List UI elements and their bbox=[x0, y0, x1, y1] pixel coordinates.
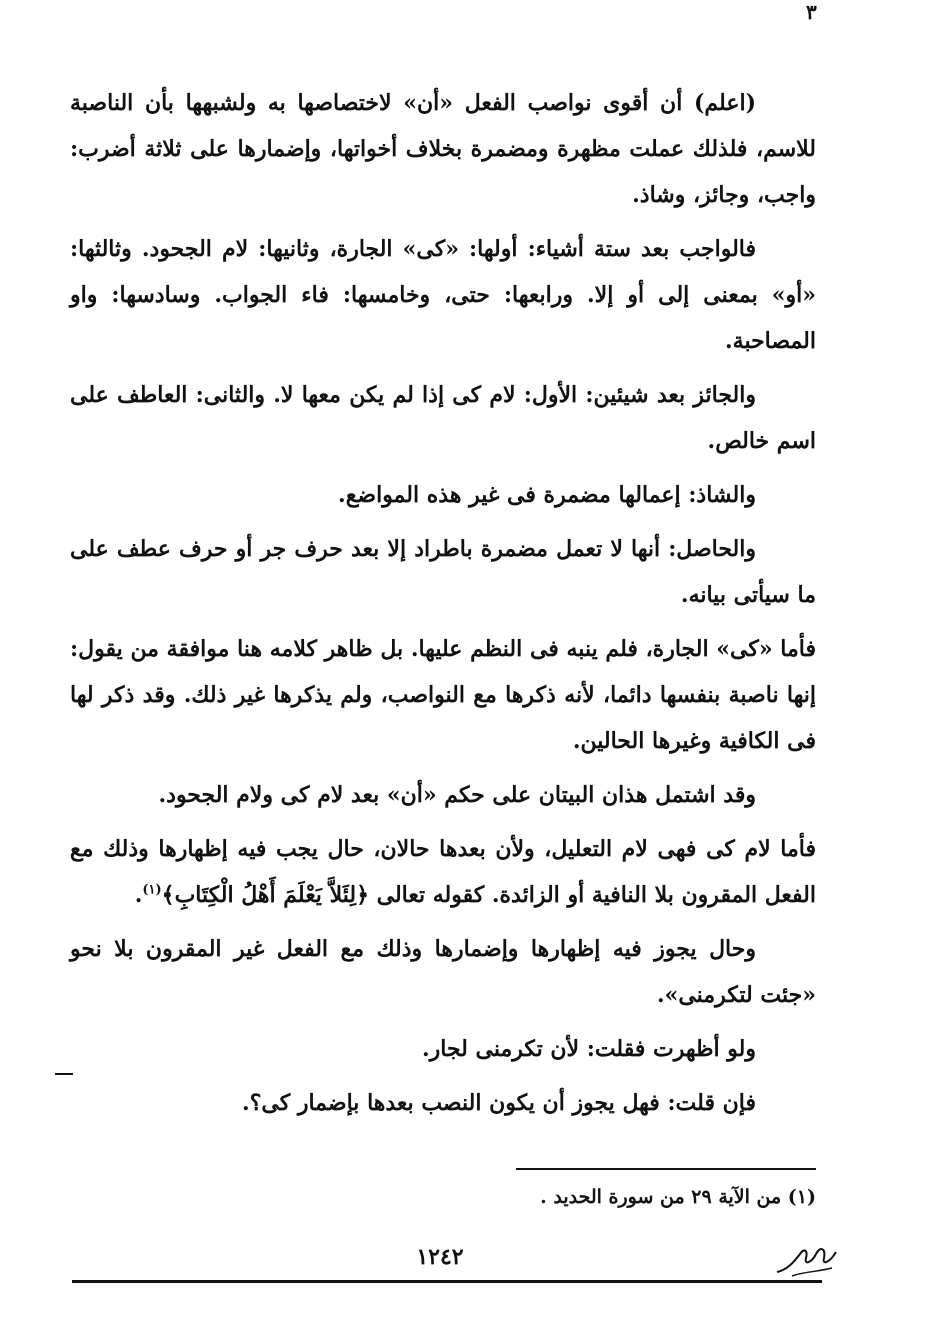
footnote-reference: (١) bbox=[142, 882, 162, 898]
paragraph-question: فإن قلت: فهل يجوز أن يكون النصب بعدها بإضمار كى؟. bbox=[242, 1090, 756, 1116]
footnote-text: (١) من الآية ٢٩ من سورة الحديد . bbox=[540, 1186, 816, 1208]
margin-dash bbox=[55, 1073, 73, 1075]
lam-kay-text-before: فأما لام كى فهى لام التعليل، ولأن بعدها حالان، حال يجب فيه إظهارها وذلك مع الفعل المقرون بلا النافية أو الزائدة. كقوله تعالى bbox=[70, 836, 816, 908]
lam-kay-text-after: . bbox=[134, 882, 143, 908]
main-text bbox=[70, 80, 816, 1134]
quran-quote: ﴿لِئَلاَّ يَعْلَمَ أَهْلُ الْكِتَابِ﴾ bbox=[161, 882, 369, 908]
paragraph-obligatory: فالواجب بعد ستة أشياء: أولها: «كى» الجارة، وثانيها: لام الجحود. وثالثها: «أو» بمعنى إلى أو إلا. ورابعها: حتى، وخامسها: فاء الجواب. وسادسها: واو المصاحبة. bbox=[70, 236, 816, 354]
handwritten-signature bbox=[772, 1232, 842, 1282]
paragraph-kay-jarra: فأما «كى» الجارة، فلم ينبه فى النظم عليها. بل ظاهر كلامه هنا موافقة من يقول: إنها ناصبة بنفسها دائما، لأنه ذكرها مع النواصب، ولم يذكرها غير ذلك. وقد ذكر لها فى الكافية وغيرها الحالين. bbox=[70, 636, 816, 754]
paragraph-anomalous: والشاذ: إعمالها مضمرة فى غير هذه المواضع. bbox=[338, 482, 756, 508]
corner-mark: ٣ bbox=[806, 0, 817, 24]
paragraph-example: ولو أظهرت فقلت: لأن تكرمنى لجار. bbox=[421, 1036, 756, 1062]
paragraph-permissible: والجائز بعد شيئين: الأول: لام كى إذا لم يكن معها لا. والثانى: العاطف على اسم خالص. bbox=[70, 382, 816, 454]
page-number: ١٢٤٢ bbox=[416, 1244, 464, 1270]
footnote-separator bbox=[516, 1168, 816, 1170]
paragraph-optional-case: وحال يجوز فيه إظهارها وإضمارها وذلك مع الفعل غير المقرون بلا نحو «جئت لتكرمنى». bbox=[70, 936, 816, 1008]
bottom-rule bbox=[72, 1280, 822, 1283]
paragraph-two-verses: وقد اشتمل هذان البيتان على حكم «أن» بعد لام كى ولام الجحود. bbox=[158, 782, 756, 808]
paragraph-lam-kay bbox=[70, 826, 816, 918]
paragraph-summary: والحاصل: أنها لا تعمل مضمرة باطراد إلا بعد حرف جر أو حرف عطف على ما سيأتى بيانه. bbox=[70, 536, 816, 608]
paragraph-introduction: (اعلم) أن أقوى نواصب الفعل «أن» لاختصاصها به ولشبهها بأن الناصبة للاسم، فلذلك عملت مظهرة ومضمرة بخلاف أخواتها، وإضمارها على ثلاثة أضرب: واجب، وجائز، وشاذ. bbox=[70, 90, 816, 208]
